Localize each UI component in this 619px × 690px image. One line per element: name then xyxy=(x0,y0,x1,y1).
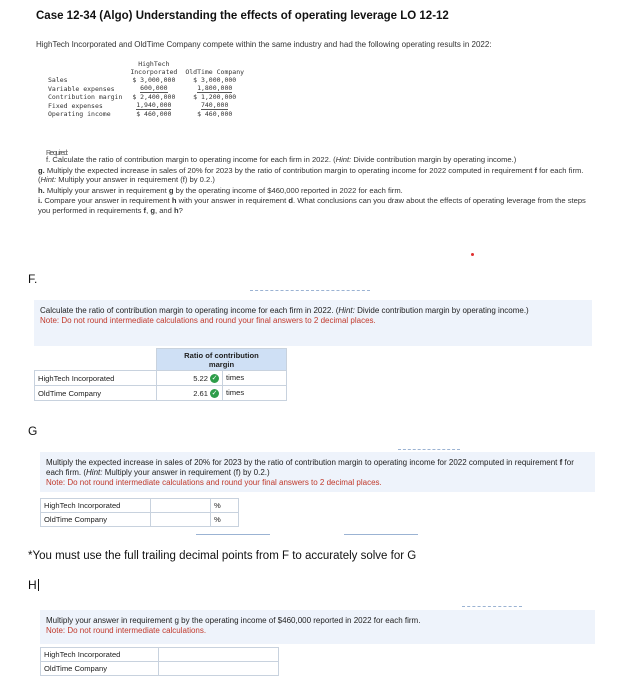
table-row xyxy=(41,499,239,513)
red-dot-marker xyxy=(471,253,474,256)
section-g-answer-table xyxy=(40,498,239,527)
truncated-heading: Required: xyxy=(46,150,68,157)
divider xyxy=(344,534,418,535)
section-h-label[interactable]: H xyxy=(28,578,37,592)
section-h-prompt-panel xyxy=(40,610,595,644)
table-row xyxy=(44,101,248,110)
table-row xyxy=(44,93,248,101)
amount-answer-input[interactable] xyxy=(159,662,279,676)
section-g-prompt: Multiply the expected increase in sales of 20% for 2023 by the ratio of contribution margin to operating income for 2022 computed in requirement f for each firm. (Hint: Multiply your answer in requirement (f) by 0.2.) xyxy=(46,458,574,477)
section-h-answer-table xyxy=(40,647,279,676)
section-g-label: G xyxy=(28,424,38,438)
hightech-header-line1: HighTech xyxy=(138,60,170,68)
correct-check-icon: ✓ xyxy=(211,374,218,382)
firm-label: OldTime Company xyxy=(35,386,157,401)
section-f-label: F. xyxy=(28,272,38,286)
unit-label: times xyxy=(222,386,244,400)
row-label: Operating income xyxy=(48,110,111,118)
requirement-g: g. Multiply the expected increase in sales of 20% for 2023 by the ratio of contribution margin to operating income for 2022 computed in requirement f for each firm. (Hint: Multiply your answer in requirement (f) by 0.2.) xyxy=(38,165,584,184)
requirement-i: i. Compare your answer in requirement h with your answer in requirement d. What conclusions can you draw about the effects of operating leverage from the steps you performed in requirements f, g, and h? xyxy=(38,196,586,215)
table-row xyxy=(35,386,287,401)
hightech-value: $ 2,400,000 xyxy=(132,93,176,101)
percent-answer-input[interactable] xyxy=(151,513,211,527)
section-f-note: Note: Do not round intermediate calculations and round your final answers to 2 decimal places. xyxy=(40,316,376,325)
requirement-h: h. Multiply your answer in requirement g by the operating income of $460,000 reported in 2022 for each firm. xyxy=(38,185,403,195)
oldtime-value: 740,000 xyxy=(200,101,229,109)
amount-answer-input[interactable] xyxy=(159,648,279,662)
unit-label: % xyxy=(211,499,239,513)
divider xyxy=(250,290,370,291)
case-title: Case 12-34 (Algo) Understanding the effects of operating leverage LO 12-12 xyxy=(36,10,449,22)
operating-results-table xyxy=(44,60,248,118)
correct-check-icon: ✓ xyxy=(211,389,218,397)
hightech-value: $ 3,000,000 xyxy=(132,76,176,84)
row-label: Variable expenses xyxy=(48,84,115,93)
firm-label: HighTech Incorporated xyxy=(35,371,157,386)
percent-answer-input[interactable] xyxy=(151,499,211,513)
case-intro: HighTech Incorporated and OldTime Company compete within the same industry and had the following operating results in 2022: xyxy=(36,40,492,49)
divider xyxy=(196,534,270,535)
section-f-prompt-panel xyxy=(34,300,592,346)
oldtime-header: OldTime Company xyxy=(185,68,245,76)
ratio-answer-input[interactable]: 2.61 xyxy=(193,388,208,398)
firm-label: OldTime Company xyxy=(41,513,151,527)
table-row xyxy=(41,513,239,527)
unit-label: % xyxy=(211,513,239,527)
ratio-answer-input[interactable]: 5.22 xyxy=(193,373,208,383)
firm-label: HighTech Incorporated xyxy=(41,648,159,662)
unit-label: times xyxy=(222,371,244,385)
instruction-text: *You must use the full trailing decimal points from F to accurately solve for G xyxy=(28,550,417,562)
section-h-prompt: Multiply your answer in requirement g by the operating income of $460,000 reported in 2022 for each firm. xyxy=(46,616,421,625)
oldtime-value: 1,800,000 xyxy=(197,84,233,92)
section-g-note: Note: Do not round intermediate calculations and round your final answers to 2 decimal places. xyxy=(46,478,382,487)
oldtime-value: $ 1,200,000 xyxy=(193,93,237,101)
hightech-value: 1,940,000 xyxy=(136,101,172,109)
section-g-prompt-panel xyxy=(40,452,595,492)
oldtime-value: $ 3,000,000 xyxy=(193,76,237,84)
hightech-value: 600,000 xyxy=(140,84,168,92)
ratio-answer-cell[interactable] xyxy=(157,386,287,401)
table-row xyxy=(44,110,248,118)
hightech-header-line2: Incorporated xyxy=(130,68,178,76)
table-row xyxy=(44,76,248,84)
table-row xyxy=(41,648,279,662)
section-f-answer-table xyxy=(34,348,287,401)
oldtime-value: $ 460,000 xyxy=(197,110,233,118)
table-row xyxy=(35,371,287,386)
operating-results-header xyxy=(44,60,248,68)
ratio-answer-cell[interactable] xyxy=(157,371,287,386)
hightech-value: $ 460,000 xyxy=(136,110,172,118)
firm-label: OldTime Company xyxy=(41,662,159,676)
divider xyxy=(398,449,460,450)
requirements-list xyxy=(38,150,593,216)
divider xyxy=(462,606,522,607)
row-label: Sales xyxy=(48,76,68,84)
row-label: Fixed expenses xyxy=(48,101,103,110)
text-cursor xyxy=(38,579,39,591)
section-f-prompt: Calculate the ratio of contribution margin to operating income for each firm in 2022. (Hint: Divide contribution margin by operating income.) xyxy=(40,306,529,315)
ratio-column-header: Ratio of contribution margin xyxy=(157,349,287,371)
table-row xyxy=(44,84,248,93)
firm-label: HighTech Incorporated xyxy=(41,499,151,513)
requirement-f: f. Calculate the ratio of contribution margin to operating income for each firm in 2022. (Hint: Divide contribution margin by operating income.) xyxy=(46,155,517,164)
row-label: Contribution margin xyxy=(48,93,123,101)
section-h-note: Note: Do not round intermediate calculations. xyxy=(46,626,207,635)
table-row xyxy=(41,662,279,676)
